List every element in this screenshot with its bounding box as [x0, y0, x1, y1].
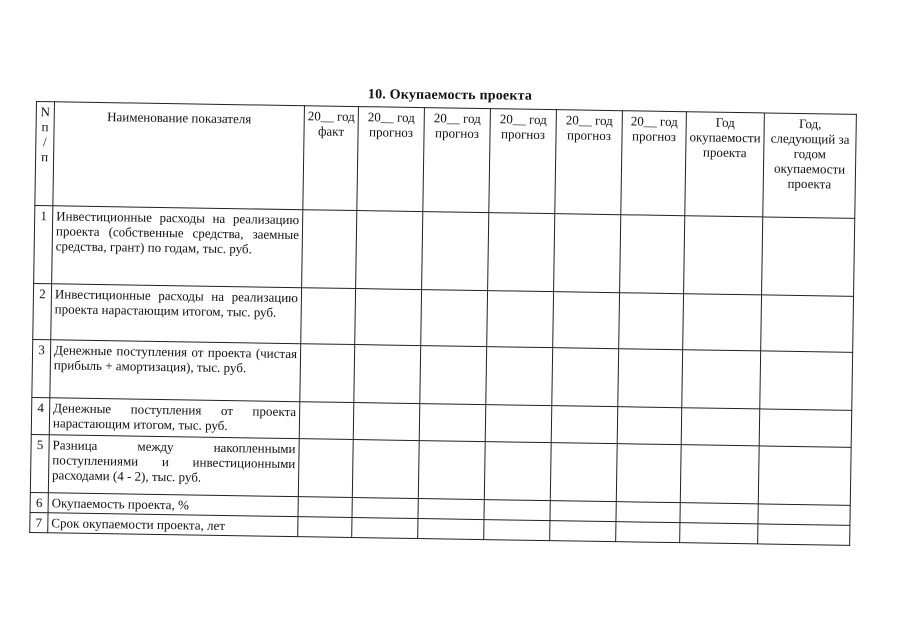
empty-cell[interactable]: [356, 211, 423, 290]
empty-cell[interactable]: [552, 348, 619, 407]
empty-cell[interactable]: [486, 347, 553, 406]
row-number: 1: [34, 205, 53, 283]
empty-cell[interactable]: [419, 404, 486, 442]
payback-table-container: [29, 101, 857, 546]
empty-cell[interactable]: [299, 402, 354, 440]
empty-cell[interactable]: [550, 443, 617, 502]
header-year-2: 20__ год прогноз: [357, 107, 425, 212]
empty-cell[interactable]: [484, 520, 550, 541]
empty-cell[interactable]: [298, 517, 352, 538]
empty-cell[interactable]: [617, 407, 682, 445]
empty-cell[interactable]: [680, 523, 758, 544]
empty-cell[interactable]: [353, 403, 420, 441]
empty-cell[interactable]: [298, 439, 353, 498]
empty-cell[interactable]: [553, 292, 620, 349]
row-number: 4: [31, 397, 50, 434]
header-payback-year: Год окупаемости проекта: [685, 112, 765, 217]
empty-cell[interactable]: [554, 214, 621, 293]
empty-cell[interactable]: [684, 216, 763, 295]
row-number: 6: [30, 492, 48, 512]
row-number: 5: [30, 434, 49, 492]
empty-cell[interactable]: [761, 295, 854, 352]
row-number: 7: [30, 512, 48, 532]
row-label: Денежные поступления от проекта (чистая прибыль + амортизация), тыс. руб.: [50, 340, 301, 402]
empty-cell[interactable]: [550, 501, 616, 522]
empty-cell[interactable]: [487, 291, 554, 348]
header-year-6: 20__ год прогноз: [621, 111, 687, 216]
row-number: 3: [32, 339, 51, 397]
empty-cell[interactable]: [758, 504, 850, 525]
empty-cell[interactable]: [762, 217, 855, 296]
empty-cell[interactable]: [418, 499, 484, 520]
empty-cell[interactable]: [681, 408, 760, 446]
empty-cell[interactable]: [298, 497, 352, 518]
empty-cell[interactable]: [352, 498, 418, 519]
empty-cell[interactable]: [680, 445, 759, 504]
empty-cell[interactable]: [484, 500, 550, 521]
empty-cell[interactable]: [354, 345, 421, 404]
empty-cell[interactable]: [422, 212, 489, 291]
empty-cell[interactable]: [300, 344, 355, 403]
row-label: Разница между накопленными поступлениями и инвестиционными расходами (4 - 2), тыс. руб.: [48, 435, 299, 497]
header-indicator-name: Наименование показателя: [53, 102, 305, 210]
empty-cell[interactable]: [421, 290, 488, 347]
empty-cell[interactable]: [301, 288, 356, 345]
empty-cell[interactable]: [484, 442, 551, 501]
empty-cell[interactable]: [758, 524, 850, 545]
empty-cell[interactable]: [352, 518, 418, 539]
header-year-1: 20__ год факт: [303, 106, 359, 211]
row-label: Инвестиционные расходы на реализацию проекта нарастающим итогом, тыс. руб.: [51, 284, 302, 344]
document-title: 10. Окупаемость проекта: [367, 87, 533, 104]
empty-cell[interactable]: [618, 349, 683, 408]
header-row: [35, 102, 857, 219]
empty-cell[interactable]: [420, 346, 487, 405]
header-num: N п / п: [35, 102, 55, 206]
empty-cell[interactable]: [616, 444, 681, 503]
empty-cell[interactable]: [352, 440, 419, 499]
empty-cell[interactable]: [488, 213, 555, 292]
empty-cell[interactable]: [760, 351, 853, 410]
row-label: Окупаемость проекта, %: [48, 493, 298, 517]
row-number: 2: [33, 283, 52, 339]
empty-cell[interactable]: [758, 446, 851, 505]
empty-cell[interactable]: [683, 294, 762, 351]
empty-cell[interactable]: [550, 521, 616, 542]
empty-cell[interactable]: [680, 503, 758, 524]
row-label: Срок окупаемости проекта, лет: [48, 513, 298, 537]
empty-cell[interactable]: [355, 289, 422, 346]
row-label: Денежные поступления от проекта нарастающим итогом, тыс. руб.: [49, 398, 300, 439]
payback-table: [29, 101, 857, 546]
empty-cell[interactable]: [616, 502, 680, 523]
empty-cell[interactable]: [620, 215, 685, 294]
header-year-4: 20__ год прогноз: [489, 109, 557, 214]
table-row: [34, 205, 855, 296]
empty-cell[interactable]: [418, 441, 485, 500]
empty-cell[interactable]: [759, 409, 852, 447]
row-label: Инвестиционные расходы на реализацию проекта (собственные средства, заемные средства, грант) по годам, тыс. руб.: [52, 206, 303, 288]
header-year-3: 20__ год прогноз: [423, 108, 491, 213]
header-year-5: 20__ год прогноз: [555, 110, 623, 215]
empty-cell[interactable]: [302, 210, 357, 289]
empty-cell[interactable]: [619, 293, 684, 350]
empty-cell[interactable]: [616, 522, 680, 543]
header-next-year: Год, следующий за годом окупаемости проекта: [763, 113, 857, 218]
empty-cell[interactable]: [418, 519, 484, 540]
empty-cell[interactable]: [485, 405, 552, 443]
empty-cell[interactable]: [682, 350, 761, 409]
empty-cell[interactable]: [551, 406, 618, 444]
